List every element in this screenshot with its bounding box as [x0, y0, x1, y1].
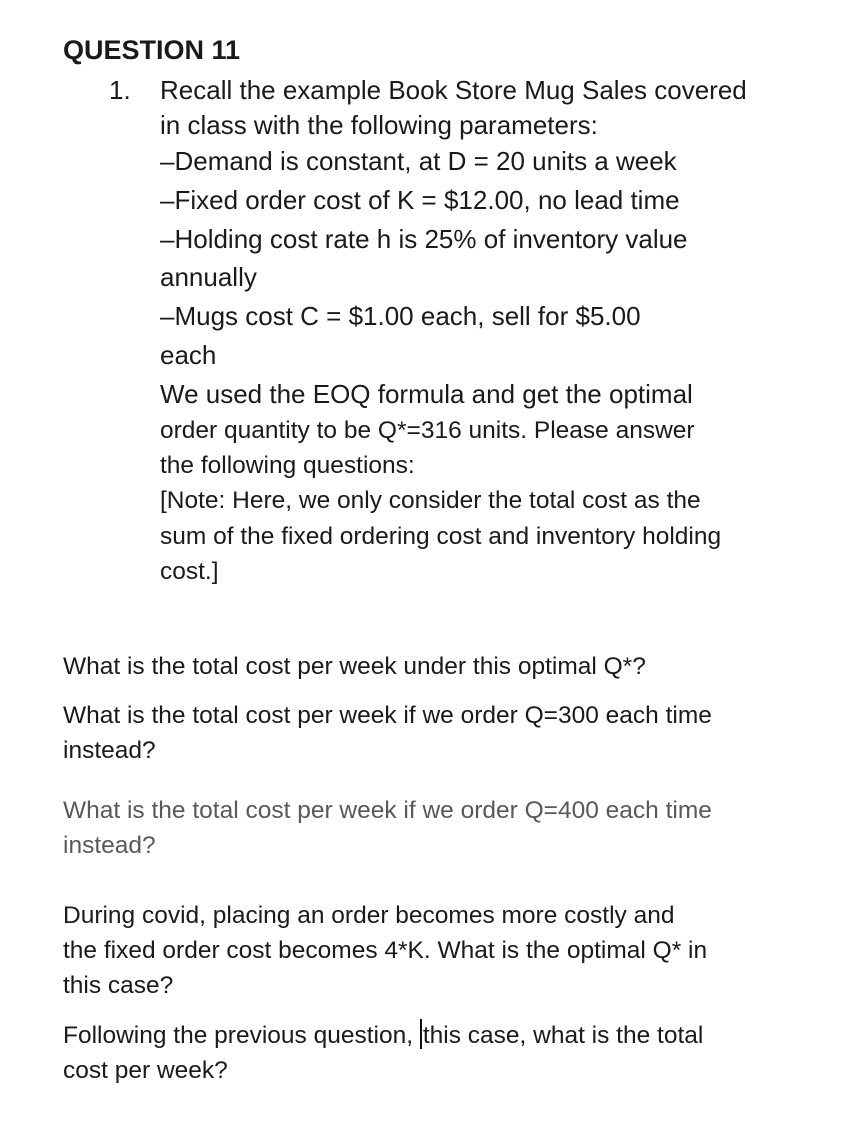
eoq-line: order quantity to be Q*=316 units. Please answer: [160, 417, 695, 444]
parameter-line: –Fixed order cost of K = $12.00, no lead time: [160, 185, 680, 215]
subquestion-text: What is the total cost per week if we order Q=400 each time: [63, 797, 712, 824]
parameter-line: –Mugs cost C = $1.00 each, sell for $5.00: [160, 301, 641, 331]
subquestion-text: this case?: [63, 972, 174, 999]
subquestion-text[interactable]: [63, 1018, 703, 1054]
subquestion-text: What is the total cost per week under this optimal Q*?: [63, 653, 646, 680]
subquestion-text: the fixed order cost becomes 4*K. What is the optimal Q* in: [63, 937, 708, 964]
note-line: sum of the fixed ordering cost and inventory holding: [160, 523, 722, 550]
subquestion-text: instead?: [63, 737, 156, 764]
question-title: QUESTION 11: [63, 35, 241, 65]
eoq-line: the following questions:: [160, 452, 415, 479]
subquestion-text: What is the total cost per week if we order Q=300 each time: [63, 702, 712, 729]
subquestion-text: cost per week?: [63, 1057, 228, 1084]
parameter-line: –Holding cost rate h is 25% of inventory value: [160, 224, 688, 254]
eoq-line: We used the EOQ formula and get the optimal: [160, 379, 693, 409]
parameter-line: each: [160, 340, 217, 370]
note-line: cost.]: [160, 558, 219, 585]
intro-line: in class with the following parameters:: [160, 110, 598, 140]
subquestion-text: instead?: [63, 832, 156, 859]
text-cursor: [420, 1019, 422, 1049]
note-line: [Note: Here, we only consider the total cost as the: [160, 487, 701, 514]
text-after-cursor: this case, what is the total: [422, 1022, 704, 1049]
parameter-line: –Demand is constant, at D = 20 units a week: [160, 146, 677, 176]
subquestion-text: During covid, placing an order becomes more costly and: [63, 902, 675, 929]
intro-line: Recall the example Book Store Mug Sales covered: [160, 75, 747, 105]
parameter-line: annually: [160, 262, 257, 292]
list-item-number: 1.: [109, 75, 131, 105]
text-before-cursor: Following the previous question,: [63, 1022, 420, 1049]
